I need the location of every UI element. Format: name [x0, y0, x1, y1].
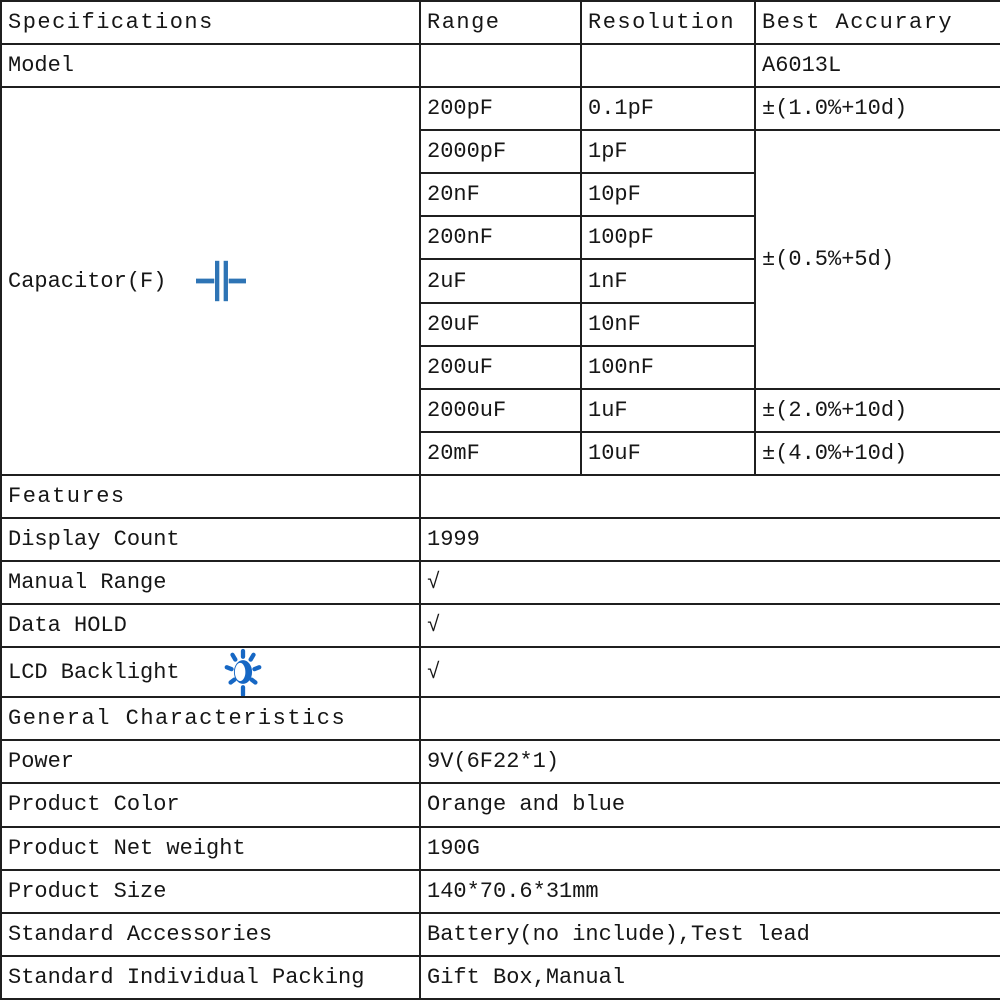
feature-row — [1, 604, 1000, 647]
general-value: Battery(no include),Test lead — [420, 913, 1000, 956]
feature-label: Data HOLD — [1, 604, 420, 647]
feature-value-check: √ — [420, 604, 1000, 647]
general-label: Product Color — [1, 783, 420, 826]
resolution-value: 1nF — [581, 259, 755, 302]
model-row — [1, 44, 1000, 87]
accuracy-value-merged: ±(0.5%+5d) — [755, 130, 1000, 388]
general-row — [1, 783, 1000, 826]
feature-label: LCD Backlight — [8, 659, 180, 685]
feature-label: Manual Range — [1, 561, 420, 604]
resolution-value: 0.1pF — [581, 87, 755, 130]
empty-cell — [420, 44, 581, 87]
feature-label-cell — [1, 647, 420, 697]
feature-value-check: √ — [420, 561, 1000, 604]
general-label: Power — [1, 740, 420, 783]
general-row — [1, 870, 1000, 913]
range-value: 200nF — [420, 216, 581, 259]
range-value: 2000uF — [420, 389, 581, 432]
empty-cell — [581, 44, 755, 87]
col-header-specifications: Specifications — [1, 1, 420, 44]
col-header-range: Range — [420, 1, 581, 44]
range-value: 20mF — [420, 432, 581, 475]
general-row — [1, 956, 1000, 999]
general-value: 190G — [420, 827, 1000, 870]
resolution-value: 1pF — [581, 130, 755, 173]
general-value: 9V(6F22*1) — [420, 740, 1000, 783]
features-section-title: Features — [1, 475, 420, 518]
col-header-resolution: Resolution — [581, 1, 755, 44]
feature-row — [1, 647, 1000, 697]
resolution-value: 100pF — [581, 216, 755, 259]
general-value: Gift Box,Manual — [420, 956, 1000, 999]
range-value: 20nF — [420, 173, 581, 216]
range-value: 2uF — [420, 259, 581, 302]
general-label: Product Net weight — [1, 827, 420, 870]
general-value: Orange and blue — [420, 783, 1000, 826]
header-row — [1, 1, 1000, 44]
feature-value: 1999 — [420, 518, 1000, 561]
general-section-row — [1, 697, 1000, 740]
range-value: 2000pF — [420, 130, 581, 173]
accuracy-value: ±(1.0%+10d) — [755, 87, 1000, 130]
empty-cell — [420, 697, 1000, 740]
resolution-value: 1uF — [581, 389, 755, 432]
general-value: 140*70.6*31mm — [420, 870, 1000, 913]
backlight-icon — [222, 648, 264, 696]
resolution-value: 10pF — [581, 173, 755, 216]
feature-row — [1, 561, 1000, 604]
features-section-row — [1, 475, 1000, 518]
accuracy-value: ±(2.0%+10d) — [755, 389, 1000, 432]
capacitor-row — [1, 87, 1000, 130]
general-section-title: General Characteristics — [1, 697, 420, 740]
col-header-best-accuracy: Best Accurary — [755, 1, 1000, 44]
resolution-value: 10uF — [581, 432, 755, 475]
general-row — [1, 740, 1000, 783]
range-value: 200uF — [420, 346, 581, 389]
range-value: 200pF — [420, 87, 581, 130]
feature-row — [1, 518, 1000, 561]
capacitor-symbol-icon — [196, 256, 246, 306]
general-row — [1, 827, 1000, 870]
range-value: 20uF — [420, 303, 581, 346]
general-row — [1, 913, 1000, 956]
feature-value-check: √ — [420, 647, 1000, 697]
general-label: Product Size — [1, 870, 420, 913]
feature-label: Display Count — [1, 518, 420, 561]
model-value: A6013L — [755, 44, 1000, 87]
resolution-value: 100nF — [581, 346, 755, 389]
capacitor-label-cell — [1, 87, 420, 475]
model-label: Model — [1, 44, 420, 87]
general-label: Standard Accessories — [1, 913, 420, 956]
capacitor-label: Capacitor(F) — [8, 268, 167, 294]
accuracy-value: ±(4.0%+10d) — [755, 432, 1000, 475]
general-label: Standard Individual Packing — [1, 956, 420, 999]
resolution-value: 10nF — [581, 303, 755, 346]
empty-cell — [420, 475, 1000, 518]
